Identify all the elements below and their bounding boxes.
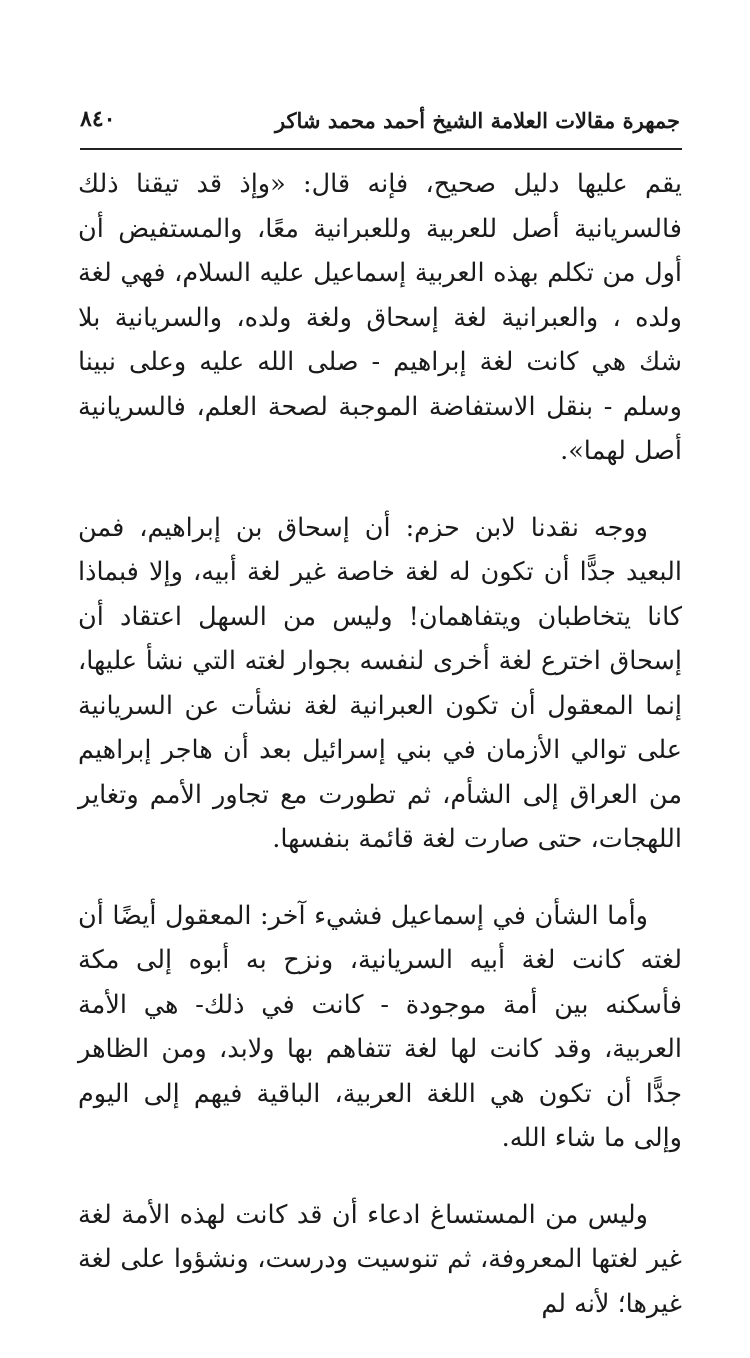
page-number: ٨٤٠ — [80, 106, 116, 132]
paragraph-2: ووجه نقدنا لابن حزم: أن إسحاق بن إبراهيم، فمن البعيد جدًّا أن تكون له لغة خاصة غير لغة أبيه، وإلا فبماذا كانا يتخاطبان ويتفاهمان! وليس من السهل اعتقاد أن إسحاق اخترع لغة أخرى لنفسه بجوار لغته التي نشأ عليها، إنما المعقول أن تكون العبرانية لغة نشأت عن السريانية على توالي الأزمان في بني إسرائيل بعد أن هاجر إبراهيم من العراق إلى الشأم، ثم تطورت مع تجاور الأمم وتغاير اللهجات، حتى صارت لغة قائمة بنفسها. — [78, 512, 682, 854]
header-divider — [80, 148, 682, 150]
page-header — [80, 100, 680, 144]
page-body — [78, 162, 682, 1358]
paragraph-3: وأما الشأن في إسماعيل فشيء آخر: المعقول أيضًا أن لغته كانت لغة أبيه السريانية، ونزح به أبوه إلى مكة فأسكنه بين أمة موجودة - كانت في ذلك- هي الأمة العربية، وقد كانت لها لغة تتفاهم بها ولابد، ومن الظاهر جدًّا أن تكون هي اللغة العربية، الباقية فيهم إلى اليوم وإلى ما شاء الله. — [78, 900, 682, 1153]
paragraph-4: وليس من المستساغ ادعاء أن قد كانت لهذه الأمة لغة غير لغتها المعروفة، ثم تنوسيت ودرست، ونشؤوا على لغة غيرها؛ لأنه لم — [78, 1199, 682, 1319]
running-title: جمهرة مقالات العلامة الشيخ أحمد محمد شاكر — [274, 108, 680, 133]
paragraph-1: يقم عليها دليل صحيح، فإنه قال: «وإذ قد تيقنا ذلك فالسريانية أصل للعربية وللعبرانية معًا، والمستفيض أن أول من تكلم بهذه العربية إسماعيل عليه السلام، فهي لغة ولده ، والعبرانية لغة إسحاق ولغة ولده، والسريانية بلا شك هي كانت لغة إبراهيم - صلى الله عليه وعلى نبينا وسلم - بنقل الاستفاضة الموجبة لصحة العلم، فالسريانية أصل لهما». — [78, 169, 682, 466]
